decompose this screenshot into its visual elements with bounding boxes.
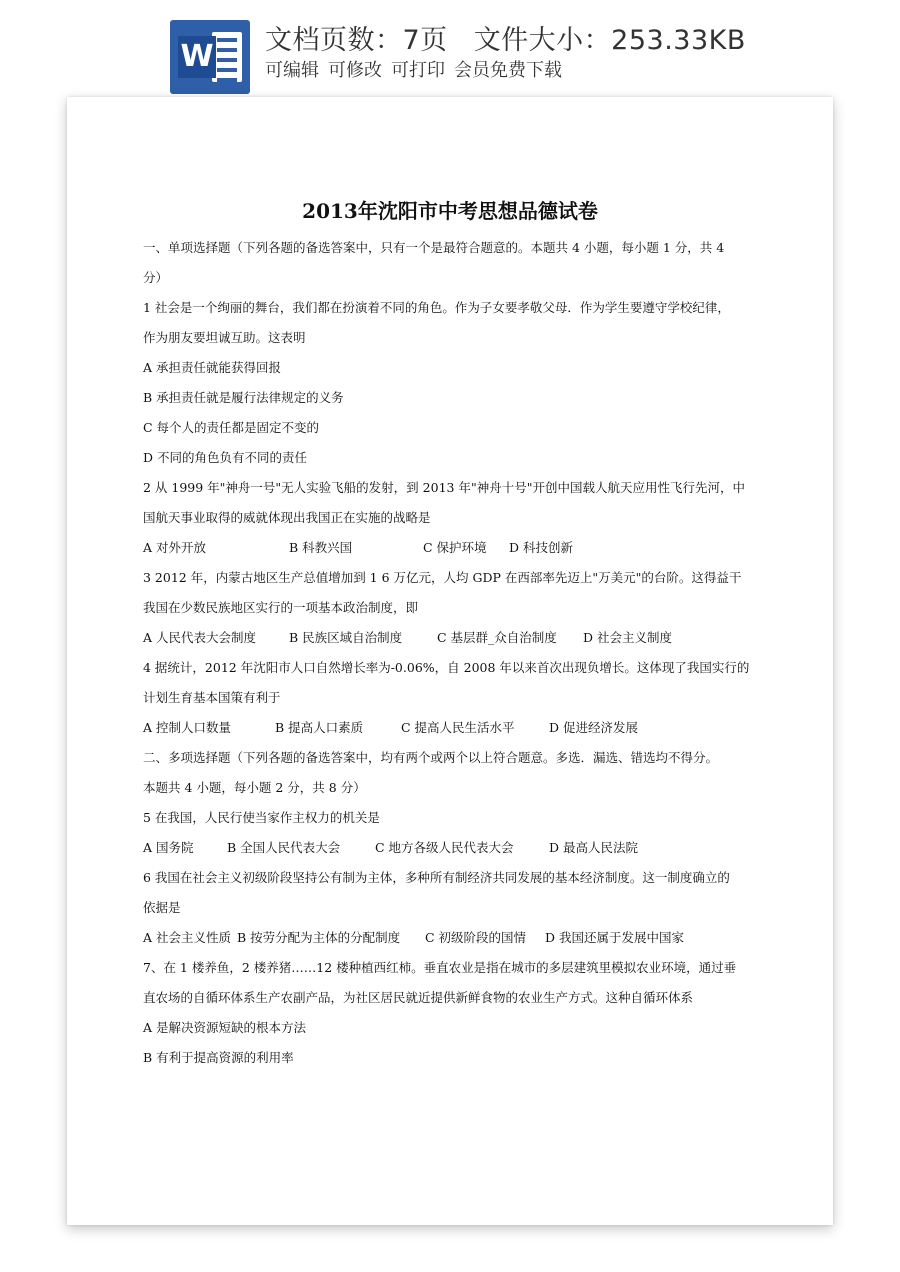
feature-editable: 可编辑	[265, 60, 319, 81]
document-page	[67, 97, 833, 1225]
w-letter-badge: W	[178, 36, 216, 78]
question-6-option-a: A 社会主义性质	[143, 930, 232, 945]
question-1-option-d: D 不同的角色负有不同的责任	[143, 450, 307, 465]
question-4-option-b: B 提高人口素质	[275, 720, 364, 735]
document-meta	[265, 18, 746, 57]
question-6-text-cont: 依据是	[143, 900, 181, 915]
question-4-options	[143, 713, 769, 743]
question-2-option-c: C 保护环境	[423, 540, 487, 555]
section-2-heading: 二、多项选择题（下列各题的备选答案中，均有两个或两个以上符合题意。多选．漏选、错选均不得分。	[143, 750, 719, 765]
feature-modifiable: 可修改	[328, 60, 382, 81]
question-3-option-b: B 民族区域自治制度	[289, 630, 403, 645]
question-3-option-d: D 社会主义制度	[583, 630, 672, 645]
question-6-text: 6 我国在社会主义初级阶段坚持公有制为主体，多种所有制经济共同发展的基本经济制度。这一制度确立的	[143, 870, 730, 885]
section-2-heading-cont: 本题共 4 小题，每小题 2 分，共 8 分）	[143, 780, 366, 795]
question-1-text: 1 社会是一个绚丽的舞台，我们都在扮演着不同的角色。作为子女要孝敬父母．作为学生要遵守学校纪律，	[143, 300, 730, 315]
question-3-option-a: A 人民代表大会制度	[143, 630, 257, 645]
question-1-option-b: B 承担责任就是履行法律规定的义务	[143, 390, 344, 405]
section-1-heading: 一、单项选择题（下列各题的备选答案中，只有一个是最符合题意的。本题共 4 小题，每小题 1 分，共 4	[143, 240, 725, 255]
question-3-options	[143, 623, 769, 653]
document-title: 2013年沈阳市中考思想品德试卷	[302, 199, 598, 223]
question-3-text: 3 2012 年，内蒙古地区生产总值增加到 1 6 万亿元，人均 GDP 在西部率先迈上"万美元"的台阶。这得益干	[143, 570, 742, 585]
question-1-option-c: C 每个人的责任都是固定不变的	[143, 420, 320, 435]
question-5-options	[143, 833, 769, 863]
question-3-option-c: C 基层群_众自治制度	[437, 630, 557, 645]
question-2-text: 2 从 1999 年"神舟一号"无人实验飞船的发射，到 2013 年"神舟十号"开创中国载人航天应用性飞行先河，中	[143, 480, 745, 495]
header-bar	[0, 0, 900, 96]
question-7-option-a: A 是解决资源短缺的根本方法	[143, 1020, 307, 1035]
question-5-option-a: A 国务院	[143, 840, 194, 855]
question-4-option-a: A 控制人口数量	[143, 720, 232, 735]
question-6-option-d: D 我国还属于发展中国家	[545, 930, 684, 945]
question-2-option-d: D 科技创新	[509, 540, 573, 555]
question-5-option-d: D 最高人民法院	[549, 840, 638, 855]
question-1-option-a: A 承担责任就能获得回报	[143, 360, 282, 375]
question-4-text: 4 据统计，2012 年沈阳市人口自然增长率为-0.06%，自 2008 年以来首次出现负增长。这体现了我国实行的	[143, 660, 750, 675]
document-body	[143, 233, 769, 1073]
question-7-text: 7、在 1 楼养鱼，2 楼养猪……12 楼种植西红柿。垂直农业是指在城市的多层建筑里模拟农业环境，通过垂	[143, 960, 737, 975]
feature-printable: 可打印	[391, 60, 445, 81]
question-4-text-cont: 计划生育基本国策有利于	[143, 690, 281, 705]
question-7-text-cont: 直农场的自循环体系生产农副产品，为社区居民就近提供新鲜食物的农业生产方式。这种自循环体系	[143, 990, 694, 1005]
question-5-option-c: C 地方各级人民代表大会	[375, 840, 514, 855]
question-1-text-cont: 作为朋友要坦诚互助。这表明	[143, 330, 306, 345]
question-6-option-b: B 按劳分配为主体的分配制度	[237, 930, 401, 945]
word-document-icon	[170, 20, 250, 94]
question-4-option-c: C 提高人民生活水平	[401, 720, 515, 735]
file-size-label: 文件大小：253.33KB	[473, 25, 746, 56]
question-2-option-b: B 科教兴国	[289, 540, 353, 555]
feature-member-download: 会员免费下载	[454, 60, 562, 81]
feature-list	[265, 56, 571, 82]
question-7-option-b: B 有利于提高资源的利用率	[143, 1050, 294, 1065]
question-5-option-b: B 全国人民代表大会	[227, 840, 341, 855]
question-2-options	[143, 533, 769, 563]
question-6-option-c: C 初级阶段的国情	[425, 930, 527, 945]
section-1-heading-cont: 分）	[143, 270, 169, 285]
question-6-options	[143, 923, 769, 953]
question-5-text: 5 在我国，人民行使当家作主权力的机关是	[143, 810, 380, 825]
document-lines-icon	[212, 32, 242, 82]
question-3-text-cont: 我国在少数民族地区实行的一项基本政治制度，即	[143, 600, 419, 615]
page-count-label: 文档页数：7页	[265, 25, 448, 56]
question-4-option-d: D 促进经济发展	[549, 720, 638, 735]
question-2-text-cont: 国航天事业取得的威就体现出我国正在实施的战略是	[143, 510, 431, 525]
question-2-option-a: A 对外开放	[143, 540, 207, 555]
